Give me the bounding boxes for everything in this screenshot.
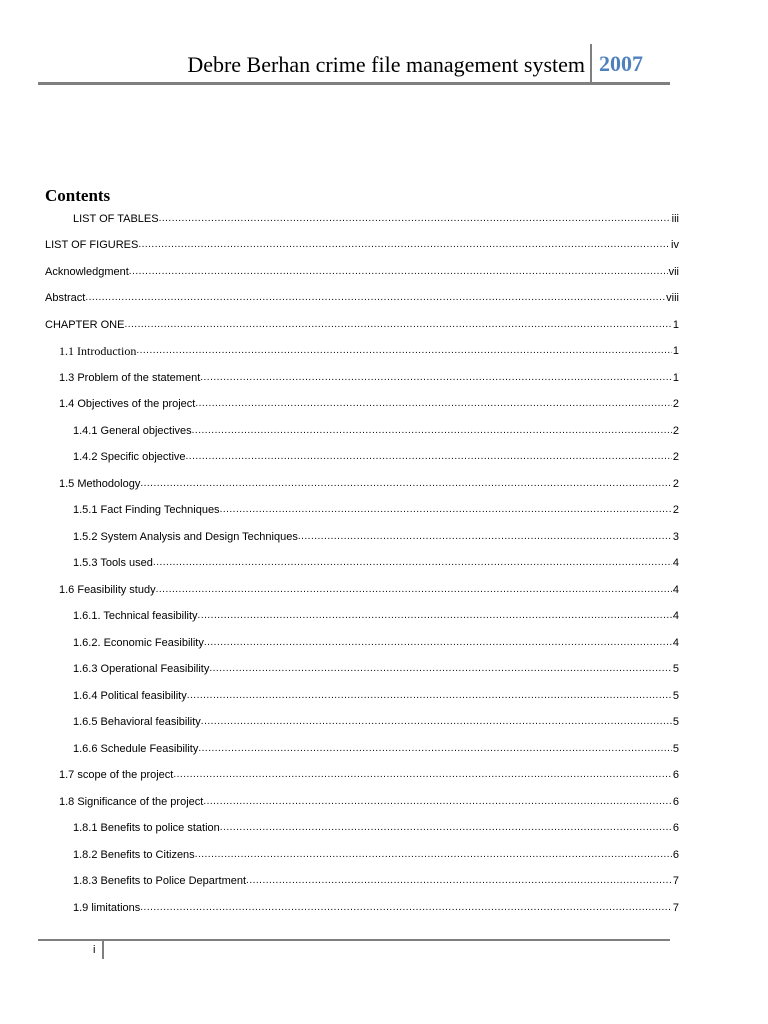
toc-entry-page: 5: [672, 663, 679, 675]
toc-leader-dots: [173, 768, 672, 782]
toc-entry-page: 5: [672, 690, 679, 702]
toc-entry[interactable]: [59, 766, 679, 782]
toc-entry-label: 1.6.3 Operational Feasibility: [73, 663, 210, 675]
toc-entry[interactable]: [59, 793, 679, 809]
toc-leader-dots: [204, 636, 672, 650]
toc-entry-page: 2: [672, 451, 679, 463]
toc-entry-page: 2: [672, 478, 679, 490]
toc-entry[interactable]: [73, 819, 679, 835]
toc-entry[interactable]: [73, 899, 679, 915]
toc-entry-page: 4: [672, 610, 679, 622]
toc-entry-page: 6: [672, 769, 679, 781]
toc-entry[interactable]: [73, 554, 679, 570]
toc-entry-page: 1: [672, 372, 679, 384]
toc-entry[interactable]: [45, 263, 679, 279]
toc-leader-dots: [198, 742, 672, 756]
toc-entry[interactable]: [73, 687, 679, 703]
toc-entry-page: iv: [671, 239, 679, 251]
toc-entry-label: 1.6.4 Political feasibility: [73, 690, 187, 702]
toc-entry-page: 2: [672, 504, 679, 516]
toc-entry-label: LIST OF TABLES: [73, 213, 159, 225]
toc-entry-label: 1.6.5 Behavioral feasibility: [73, 716, 201, 728]
toc-leader-dots: [138, 238, 670, 252]
toc-entry-label: 1.1 Introduction: [59, 344, 137, 358]
toc-entry[interactable]: [45, 289, 679, 305]
toc-entry[interactable]: [45, 316, 679, 332]
toc-entry[interactable]: [59, 581, 679, 597]
toc-entry-label: Abstract: [45, 292, 86, 304]
toc-leader-dots: [200, 371, 672, 385]
toc-entry[interactable]: [59, 369, 679, 385]
toc-entry[interactable]: [73, 872, 679, 888]
header-divider: [590, 44, 592, 84]
toc-entry-page: 5: [672, 743, 679, 755]
page-header: [38, 44, 670, 86]
toc-entry-label: 1.4 Objectives of the project: [59, 398, 196, 410]
toc-entry-label: 1.4.1 General objectives: [73, 425, 192, 437]
toc-leader-dots: [220, 821, 672, 835]
toc-entry-label: 1.8.3 Benefits to Police Department: [73, 875, 247, 887]
toc-entry[interactable]: [73, 607, 679, 623]
toc-entry-page: 6: [672, 822, 679, 834]
toc-entry-label: 1.5 Methodology: [59, 478, 141, 490]
toc-leader-dots: [156, 583, 672, 597]
toc-leader-dots: [201, 715, 672, 729]
toc-leader-dots: [195, 848, 672, 862]
toc-entry[interactable]: [73, 660, 679, 676]
toc-leader-dots: [140, 477, 672, 491]
toc-entry-page: vii: [668, 266, 679, 278]
footer-rule: [38, 939, 670, 941]
toc-leader-dots: [203, 795, 672, 809]
toc-entry-label: 1.6.6 Schedule Feasibility: [73, 743, 199, 755]
toc-entry-page: 3: [672, 531, 679, 543]
toc-entry[interactable]: [73, 740, 679, 756]
toc-entry[interactable]: [73, 846, 679, 862]
toc-entry-page: 2: [672, 425, 679, 437]
toc-leader-dots: [192, 424, 672, 438]
toc-entry-page: 7: [672, 875, 679, 887]
toc-leader-dots: [140, 901, 672, 915]
toc-entry-label: 1.5.2 System Analysis and Design Techniques: [73, 531, 298, 543]
header-title: Debre Berhan crime file management system: [187, 52, 585, 77]
header-rule: [38, 82, 670, 85]
toc-entry-label: 1.3 Problem of the statement: [59, 372, 201, 384]
toc-entry-label: CHAPTER ONE: [45, 319, 125, 331]
toc-entry-label: LIST OF FIGURES: [45, 239, 139, 251]
toc-entry-label: 1.8.1 Benefits to police station: [73, 822, 220, 834]
toc-entry[interactable]: [73, 448, 679, 464]
toc-entry[interactable]: [73, 501, 679, 517]
toc-entry-page: 6: [672, 796, 679, 808]
toc-leader-dots: [159, 212, 671, 226]
toc-entry[interactable]: [73, 422, 679, 438]
toc-entry[interactable]: [73, 528, 679, 544]
toc-leader-dots: [186, 450, 672, 464]
toc-leader-dots: [246, 874, 672, 888]
toc-entry[interactable]: [59, 342, 679, 358]
toc-entry-page: 4: [672, 637, 679, 649]
toc-entry-page: 4: [672, 584, 679, 596]
toc-entry-label: Acknowledgment: [45, 266, 129, 278]
toc-entry-label: 1.9 limitations: [73, 902, 141, 914]
toc-entry[interactable]: [59, 395, 679, 411]
toc-leader-dots: [187, 689, 672, 703]
toc-leader-dots: [298, 530, 672, 544]
footer-page-number: i: [93, 944, 96, 956]
toc-entry-page: 1: [672, 319, 679, 331]
contents-heading: Contents: [45, 186, 111, 205]
footer-divider: [102, 941, 104, 959]
toc-entry-page: 7: [672, 902, 679, 914]
toc-entry-label: 1.8.2 Benefits to Citizens: [73, 849, 195, 861]
toc-entry[interactable]: [45, 236, 679, 252]
toc-entry-page: viii: [666, 292, 679, 304]
toc-entry[interactable]: [73, 210, 679, 226]
toc-entry-page: 2: [672, 398, 679, 410]
toc-entry-page: iii: [671, 213, 679, 225]
header-year: 2007: [599, 51, 643, 76]
toc-leader-dots: [136, 344, 672, 358]
toc-entry-page: 1: [672, 345, 679, 357]
toc-entry[interactable]: [73, 713, 679, 729]
toc-leader-dots: [153, 556, 672, 570]
toc-entry[interactable]: [73, 634, 679, 650]
toc-entry-page: 4: [672, 557, 679, 569]
toc-entry-page: 5: [672, 716, 679, 728]
toc-entry[interactable]: [59, 475, 679, 491]
toc-entry-label: 1.6.1. Technical feasibility: [73, 610, 198, 622]
toc-entry-label: 1.7 scope of the project: [59, 769, 174, 781]
toc-entry-label: 1.4.2 Specific objective: [73, 451, 186, 463]
toc-leader-dots: [209, 662, 672, 676]
toc-leader-dots: [129, 265, 668, 279]
toc-entry-label: 1.6 Feasibility study: [59, 584, 156, 596]
toc-leader-dots: [198, 609, 672, 623]
toc-leader-dots: [85, 291, 665, 305]
toc-entry-label: 1.6.2. Economic Feasibility: [73, 637, 204, 649]
toc-entry-label: 1.8 Significance of the project: [59, 796, 204, 808]
toc-entry-label: 1.5.3 Tools used: [73, 557, 153, 569]
toc-leader-dots: [220, 503, 672, 517]
toc-leader-dots: [195, 397, 672, 411]
toc-entry-page: 6: [672, 849, 679, 861]
toc-entry-label: 1.5.1 Fact Finding Techniques: [73, 504, 220, 516]
toc-leader-dots: [124, 318, 671, 332]
